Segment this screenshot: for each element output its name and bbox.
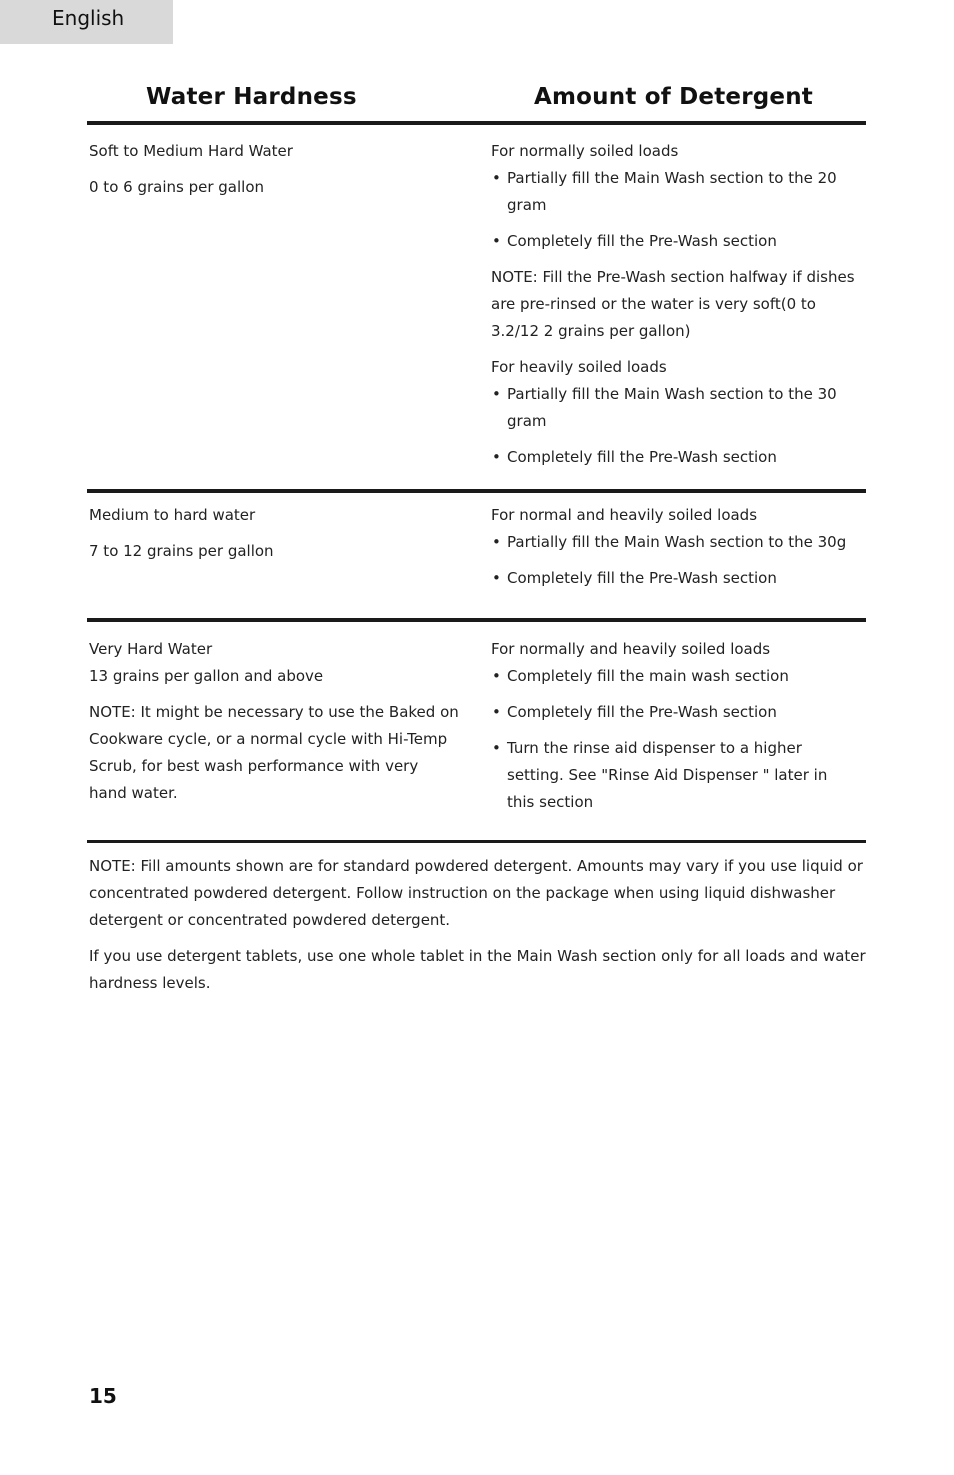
row-1-water-hardness — [89, 138, 459, 210]
hardness-range: 7 to 12 grains per gallon — [89, 542, 274, 560]
instruction-item: • Completely fill the main wash section — [491, 663, 859, 690]
footer-notes — [89, 853, 869, 1006]
row-1-detergent-amount — [491, 138, 859, 480]
header-amount-of-detergent: Amount of Detergent — [534, 84, 813, 110]
hardness-level: Medium to hard water — [89, 506, 256, 524]
hardness-level: Soft to Medium Hard Water — [89, 142, 293, 160]
language-tab: English — [0, 0, 173, 44]
load-type: For heavily soiled loads — [491, 358, 667, 376]
instruction-item: • Turn the rinse aid dispenser to a higher setting. See "Rinse Aid Dispenser " later in this section — [491, 735, 859, 816]
hardness-level: Very Hard Water — [89, 640, 213, 658]
row-2-water-hardness — [89, 502, 459, 574]
hardness-range: 0 to 6 grains per gallon — [89, 178, 265, 196]
note-text: NOTE: It might be necessary to use the Baked on Cookware cycle, or a normal cycle with Hi-Temp Scrub, for best wash performance with very hand water. — [89, 703, 459, 802]
load-type: For normally soiled loads — [491, 142, 679, 160]
instruction-item: • Completely fill the Pre-Wash section — [491, 699, 859, 726]
instruction-item: • Completely fill the Pre-Wash section — [491, 444, 859, 471]
note-paragraph: NOTE: Fill amounts shown are for standard powdered detergent. Amounts may vary if you use liquid or concentrated powdered detergent. Follow instruction on the package when using liquid dishwasher detergent or concentrated powdered detergent. — [89, 857, 863, 929]
load-type: For normal and heavily soiled loads — [491, 506, 758, 524]
hardness-range: 13 grains per gallon and above — [89, 667, 324, 685]
row-3-detergent-amount — [491, 636, 859, 825]
row-divider — [87, 618, 866, 622]
row-2-detergent-amount — [491, 502, 859, 601]
note-text: NOTE: Fill the Pre-Wash section halfway if dishes are pre-rinsed or the water is very soft(0 to 3.2/12 2 grains per gallon) — [491, 268, 855, 340]
instruction-item: • Completely fill the Pre-Wash section — [491, 565, 859, 592]
note-paragraph: If you use detergent tablets, use one whole tablet in the Main Wash section only for all loads and water hardness levels. — [89, 947, 866, 992]
instruction-item: • Partially fill the Main Wash section to the 30g — [491, 529, 859, 556]
table-top-rule — [87, 121, 866, 125]
page-number: 15 — [89, 1384, 117, 1408]
header-water-hardness: Water Hardness — [146, 84, 357, 110]
instruction-item: • Partially fill the Main Wash section to the 20 gram — [491, 165, 859, 219]
load-type: For normally and heavily soiled loads — [491, 640, 771, 658]
instruction-item: • Completely fill the Pre-Wash section — [491, 228, 859, 255]
row-3-water-hardness — [89, 636, 459, 816]
row-divider — [87, 489, 866, 493]
table-bottom-rule — [87, 840, 866, 843]
instruction-item: • Partially fill the Main Wash section to the 30 gram — [491, 381, 859, 435]
